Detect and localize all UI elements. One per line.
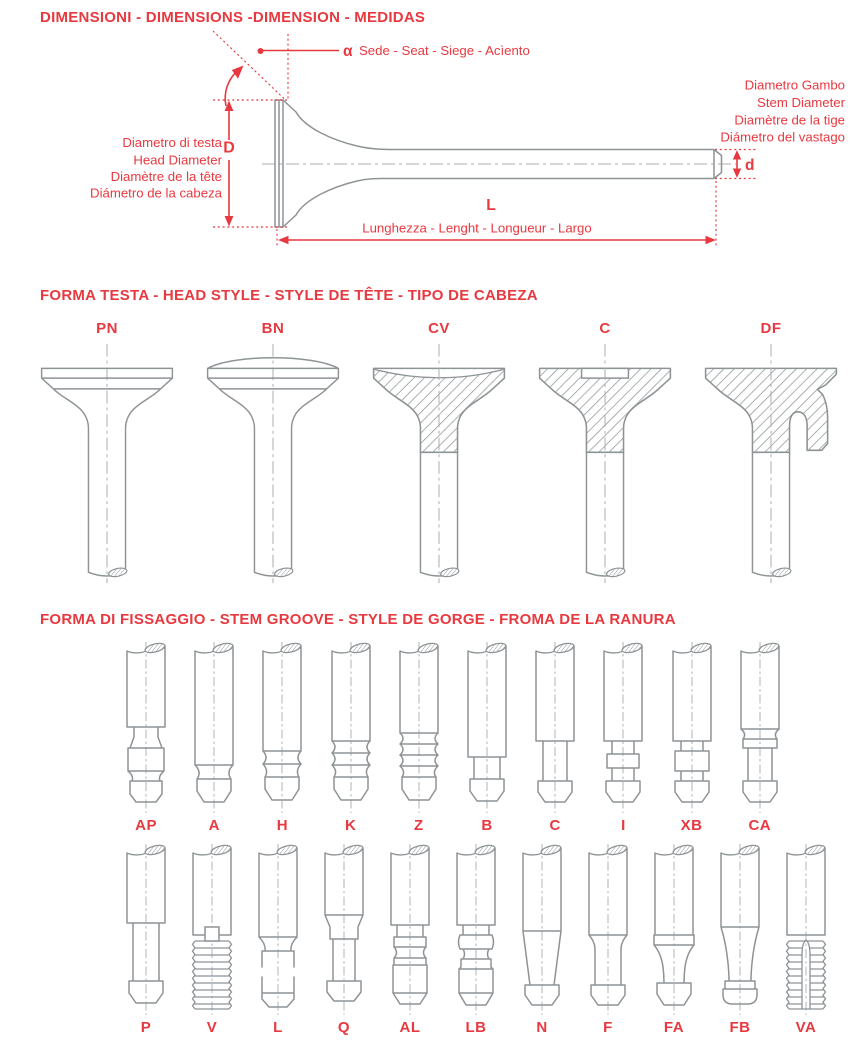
stem-groove-cell-va xyxy=(773,843,839,1036)
head-diameter-line-it: Diametro di testa xyxy=(122,135,222,150)
head-diameter-line-es: Diámetro de la cabeza xyxy=(90,185,222,201)
stem-diameter-line-it: Diametro Gambo xyxy=(744,77,845,93)
stem-diameter-label-block xyxy=(720,78,845,145)
stem-diameter-line-en: Stem Diameter xyxy=(757,95,845,110)
stem-groove-figure-z xyxy=(386,641,452,816)
stem-groove-figure-al xyxy=(377,843,443,1018)
head-style-cell-cv xyxy=(356,320,522,586)
stem-groove-code: Q xyxy=(337,1019,351,1036)
head-style-figure-cv xyxy=(356,342,522,586)
stem-groove-cell-z xyxy=(385,641,453,834)
seat-leader-dot xyxy=(258,48,264,54)
stem-groove-figure-fa xyxy=(641,843,707,1018)
head-style-cell-c xyxy=(522,320,688,586)
stem-groove-figure-lb xyxy=(443,843,509,1018)
section-title-dimensions: DIMENSIONI - DIMENSIONS -DIMENSION - MEDIDAS xyxy=(40,9,426,26)
stem-groove-figure-p xyxy=(113,843,179,1018)
stem-groove-code: FB xyxy=(729,1019,751,1036)
stem-groove-cell-i xyxy=(589,641,657,834)
stem-groove-row-1 xyxy=(112,641,794,834)
seat-angle-symbol: α xyxy=(343,43,353,60)
stem-groove-code: L xyxy=(273,1019,283,1036)
head-style-figure-df xyxy=(688,342,854,586)
stem-groove-code: FA xyxy=(663,1019,685,1036)
stem-groove-code: AL xyxy=(399,1019,421,1036)
head-style-code: CV xyxy=(428,320,450,337)
stem-diameter-symbol: d xyxy=(745,157,755,174)
stem-groove-figure-v xyxy=(179,843,245,1018)
stem-diameter-line-fr: Diamètre de la tige xyxy=(734,112,845,128)
stem-groove-code: I xyxy=(621,817,626,834)
stem-groove-cell-p xyxy=(113,843,179,1036)
stem-groove-figure-ca xyxy=(727,641,793,816)
head-diameter-line-en: Head Diameter xyxy=(133,152,222,168)
stem-groove-cell-xb xyxy=(658,641,726,834)
stem-groove-code: CA xyxy=(748,817,772,834)
head-style-cell-bn xyxy=(190,320,356,586)
stem-groove-code: A xyxy=(208,817,220,834)
stem-groove-row-2 xyxy=(113,843,839,1036)
seat-angle-arrowhead xyxy=(232,66,244,79)
stem-groove-figure-c xyxy=(522,641,588,816)
stem-groove-code: F xyxy=(603,1019,613,1036)
stem-groove-cell-h xyxy=(248,641,316,834)
section-title-stem-grooves: FORMA DI FISSAGGIO - STEM GROOVE - STYLE DE GORGE - FROMA DE LA RANURA xyxy=(40,611,676,628)
section-title-head-styles: FORMA TESTA - HEAD STYLE - STYLE DE TÊTE - TIPO DE CABEZA xyxy=(40,287,538,304)
stem-groove-figure-f xyxy=(575,843,641,1018)
head-diameter-symbol: D xyxy=(223,139,235,157)
head-style-cell-df xyxy=(688,320,854,586)
stem-groove-cell-ap xyxy=(112,641,180,834)
head-diameter-label-block xyxy=(90,135,223,201)
stem-groove-figure-va xyxy=(773,843,839,1018)
stem-groove-cell-ca xyxy=(726,641,794,834)
stem-groove-code: K xyxy=(344,817,357,834)
stem-groove-code: C xyxy=(549,817,561,834)
stem-groove-cell-fa xyxy=(641,843,707,1036)
head-style-row xyxy=(24,320,854,586)
stem-groove-code: H xyxy=(276,817,289,834)
stem-groove-code: V xyxy=(206,1019,218,1036)
head-style-code: C xyxy=(599,320,611,337)
stem-diameter-line-es: Diámetro del vastago xyxy=(720,129,845,145)
stem-groove-code: N xyxy=(536,1019,548,1036)
stem-groove-cell-f xyxy=(575,843,641,1036)
stem-groove-figure-b xyxy=(454,641,520,816)
stem-groove-cell-fb xyxy=(707,843,773,1036)
stem-groove-figure-ap xyxy=(113,641,179,816)
head-style-figure-c xyxy=(522,342,688,586)
stem-groove-figure-n xyxy=(509,843,575,1018)
stem-groove-figure-fb xyxy=(707,843,773,1018)
stem-groove-cell-a xyxy=(180,641,248,834)
head-style-figure-bn xyxy=(190,342,356,586)
head-style-code: BN xyxy=(261,320,285,337)
stem-groove-cell-lb xyxy=(443,843,509,1036)
stem-groove-cell-l xyxy=(245,843,311,1036)
stem-groove-figure-h xyxy=(249,641,315,816)
stem-groove-cell-v xyxy=(179,843,245,1036)
head-diameter-line-fr: Diamètre de la tête xyxy=(110,169,222,184)
stem-groove-figure-k xyxy=(318,641,384,816)
head-style-code: PN xyxy=(96,320,118,337)
stem-groove-code: P xyxy=(140,1019,152,1036)
stem-groove-figure-q xyxy=(311,843,377,1018)
stem-groove-cell-n xyxy=(509,843,575,1036)
length-label: Lunghezza - Lenght - Longueur - Largo xyxy=(362,220,592,236)
stem-groove-code: LB xyxy=(465,1019,487,1036)
stem-groove-cell-al xyxy=(377,843,443,1036)
stem-groove-cell-k xyxy=(317,641,385,834)
stem-groove-figure-xb xyxy=(659,641,725,816)
stem-groove-cell-q xyxy=(311,843,377,1036)
stem-groove-figure-i xyxy=(590,641,656,816)
head-style-figure-pn xyxy=(24,342,190,586)
head-style-code: DF xyxy=(760,320,782,337)
stem-groove-code: Z xyxy=(414,817,424,834)
stem-groove-code: B xyxy=(481,817,493,834)
stem-groove-code: AP xyxy=(135,817,158,834)
valve-side-view xyxy=(262,100,736,227)
length-symbol: L xyxy=(486,197,496,214)
seat-label: Sede - Seat - Siege - Acìento xyxy=(359,43,530,58)
valve-dimension-diagram xyxy=(0,0,860,258)
stem-groove-code: VA xyxy=(795,1019,817,1036)
stem-groove-cell-b xyxy=(453,641,521,834)
stem-groove-cell-c xyxy=(521,641,589,834)
head-style-cell-pn xyxy=(24,320,190,586)
stem-groove-code: XB xyxy=(680,817,703,834)
stem-groove-figure-a xyxy=(181,641,247,816)
stem-groove-figure-l xyxy=(245,843,311,1018)
